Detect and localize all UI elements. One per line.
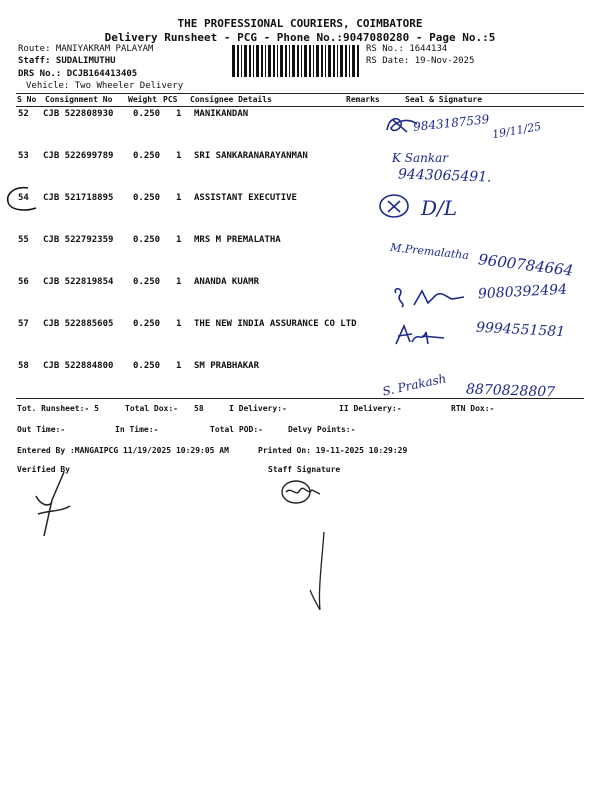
row-consignment: CJB 522884800 — [43, 361, 114, 371]
circle-mark — [2, 184, 42, 214]
row-weight: 0.250 — [133, 361, 161, 371]
row-consignee: SRI SANKARANARAYANMAN — [194, 151, 308, 161]
company-name: THE PROFESSIONAL COURIERS, COIMBATORE — [177, 17, 423, 30]
row-consignment: CJB 522808930 — [43, 109, 114, 119]
route-label: Route: MANIYAKRAM PALAYAM — [18, 44, 154, 54]
row-consignment: CJB 521718895 — [43, 193, 114, 203]
staff-signature — [276, 476, 326, 508]
row-weight: 0.250 — [133, 277, 161, 287]
row-sno: 53 — [18, 151, 29, 161]
handwritten-name: K Sankar — [392, 151, 449, 165]
col-weight: Weight — [128, 95, 157, 104]
handwritten-phone: 8870828807 — [465, 381, 556, 401]
total-dox-label: Total Dox:- — [125, 404, 178, 413]
out-time: Out Time:- — [17, 425, 66, 434]
row-consignee: THE NEW INDIA ASSURANCE CO LTD — [194, 319, 357, 329]
col-pcs: PCS — [163, 95, 178, 104]
pen-mark — [308, 530, 332, 615]
handwritten-phone: 9080392494 — [477, 281, 568, 303]
row-consignee: MRS M PREMALATHA — [194, 235, 281, 245]
row-consignment: CJB 522792359 — [43, 235, 114, 245]
row-sno: 54 — [18, 193, 29, 203]
handwritten-phone: 9994551581 — [475, 319, 566, 341]
row-sno: 58 — [18, 361, 29, 371]
signature-scribble — [376, 190, 416, 222]
drs-label: DRS No.: DCJB164413405 — [18, 69, 138, 79]
row-pcs: 1 — [176, 361, 182, 371]
row-sno: 52 — [18, 109, 29, 119]
runsheet-title: Delivery Runsheet - PCG - Phone No.:9047080280 - Page No.:5 — [104, 31, 496, 44]
row-consignee: ASSISTANT EXECUTIVE — [194, 193, 297, 203]
col-consignment: Consignment No — [45, 95, 113, 104]
row-weight: 0.250 — [133, 109, 161, 119]
row-consignee: MANIKANDAN — [194, 109, 249, 119]
col-sno: S No — [17, 95, 37, 104]
handwritten-phone: 9843187539 — [412, 112, 490, 134]
handwritten-phone: 9600784664 — [477, 250, 575, 280]
col-remarks: Remarks — [346, 95, 380, 104]
rs-date-label: RS Date: 19-Nov-2025 — [366, 56, 475, 66]
verified-signature — [30, 470, 80, 540]
delvy-points: Delvy Points:- — [288, 425, 356, 434]
row-consignment: CJB 522819854 — [43, 277, 114, 287]
verified-by-label: Verified By — [17, 465, 70, 474]
row-pcs: 1 — [176, 193, 182, 203]
row-pcs: 1 — [176, 277, 182, 287]
rs-no-label: RS No.: 1644134 — [366, 44, 448, 54]
handwritten-date: 19/11/25 — [491, 119, 543, 142]
total-pod: Total POD:- — [210, 425, 263, 434]
row-consignee: ANANDA KUAMR — [194, 277, 260, 287]
handwritten-name: M.Premalatha — [389, 240, 470, 263]
staff-signature-label: Staff Signature — [268, 465, 341, 474]
row-weight: 0.250 — [133, 193, 161, 203]
barcode — [232, 45, 362, 77]
vehicle-label: Vehicle: Two Wheeler Delivery — [26, 81, 184, 91]
signature-scribble — [392, 285, 472, 311]
entered-by: Entered By :MANGAIPCG 11/19/2025 10:29:05 AM — [17, 446, 229, 455]
total-dox-value: 58 — [194, 404, 204, 413]
staff-label: Staff: SUDALIMUTHU — [18, 56, 116, 66]
i-delivery: I Delivery:- — [229, 404, 287, 413]
ii-delivery: II Delivery:- — [339, 404, 402, 413]
table-header-rule — [16, 106, 584, 107]
row-weight: 0.250 — [133, 235, 161, 245]
rtn-dox: RTN Dox:- — [451, 404, 495, 413]
row-pcs: 1 — [176, 151, 182, 161]
table-top-rule — [16, 93, 584, 94]
row-pcs: 1 — [176, 319, 182, 329]
handwritten-phone: 9443065491. — [397, 166, 492, 186]
col-consignee: Consignee Details — [190, 95, 272, 104]
handwritten-name: S. Prakash — [381, 371, 448, 399]
row-consignment: CJB 522699789 — [43, 151, 114, 161]
row-sno: 55 — [18, 235, 29, 245]
handwritten-note: D/L — [421, 196, 458, 220]
row-weight: 0.250 — [133, 319, 161, 329]
row-pcs: 1 — [176, 235, 182, 245]
row-sno: 56 — [18, 277, 29, 287]
printed-on: Printed On: 19-11-2025 10:29:29 — [258, 446, 408, 455]
signature-scribble — [392, 322, 452, 348]
in-time: In Time:- — [115, 425, 159, 434]
tot-runsheet: Tot. Runsheet:- 5 — [17, 404, 99, 413]
row-pcs: 1 — [176, 109, 182, 119]
row-consignee: SM PRABHAKAR — [194, 361, 260, 371]
row-consignment: CJB 522885605 — [43, 319, 114, 329]
row-sno: 57 — [18, 319, 29, 329]
col-seal-signature: Seal & Signature — [405, 95, 483, 104]
row-weight: 0.250 — [133, 151, 161, 161]
